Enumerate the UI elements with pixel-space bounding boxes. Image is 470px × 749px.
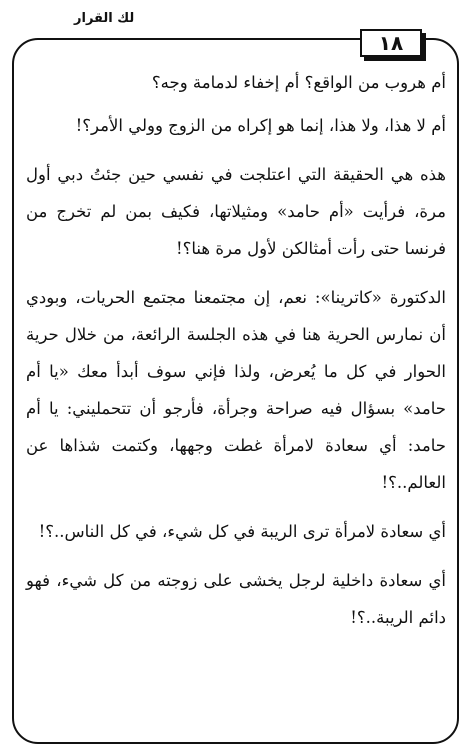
paragraph-6: أي سعادة داخلية لرجل يخشى على زوجته من كل شيء، فهو دائم الريبة..؟! (26, 571, 446, 627)
paragraph-2: أم لا هذا، ولا هذا، إنما هو إكراه من الزوج وولي الأمر؟! (75, 116, 446, 135)
paragraph-1: أم هروب من الواقع؟ أم إخفاء لدمامة وجه؟ (151, 73, 446, 92)
page-number: ١٨ (360, 29, 422, 57)
running-header-title: لك القرار (68, 10, 140, 28)
paragraph-5: أي سعادة لامرأة ترى الريبة في كل شيء، في كل الناس..؟! (38, 522, 446, 541)
paragraph-3: هذه هي الحقيقة التي اعتلجت في نفسي حين جئتُ دبي أول مرة، فرأيت «أم حامد» ومثيلاتها، فكيف بمن لم تخرج من فرنسا حتى رأت أمثالكن لأول مرة هنا؟! (26, 165, 446, 258)
paragraph-4: الدكتورة «كاترينا»: نعم، إن مجتمعنا مجتمع الحريات، وبودي أن نمارس الحرية هنا في هذه الجلسة الرائعة، من خلال حرية الحوار في كل ما يُعرض، ولذا فإني سوف أبدأ معك «يا أم حامد» بسؤال فيه صراحة وجرأة، فأرجو أن تتحمليني: يا أم حامد: أي سعادة لامرأة غطت وجهها، وكتمت شذاها عن العالم..؟! (26, 288, 446, 492)
body-text (26, 64, 446, 642)
